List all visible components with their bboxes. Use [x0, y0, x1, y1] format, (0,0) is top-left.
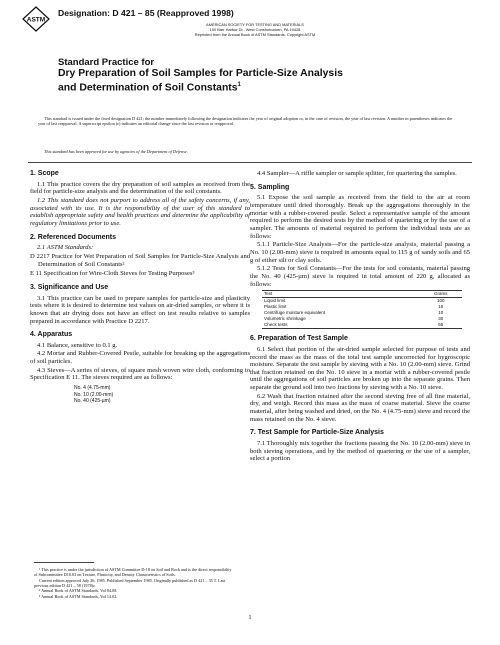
- sieve-item: No. 40 (425-µm): [74, 397, 111, 404]
- left-column: [30, 170, 250, 407]
- footnote-1: ¹ This practice is under the jurisdiction of ASTM Committee D-18 on Soil and Rock and is the direct responsibility of Subcommittee D18.03 on Texture, Plasticity, and Density Characteristics of Soils.: [34, 567, 232, 578]
- astm-logo: [22, 6, 50, 32]
- paragraph-6-2: 6.2 Wash that fraction retained after the second sieving free of all fine material, dry, and weigh. Record this mass as the mass of coarse material. Sieve the coarse material, after being washed and dried, on the No. 4 (4.75-mm) sieve and record the mass retained on the No. 4 sieve.: [250, 392, 470, 423]
- paragraph-5-1: 5.1 Expose the soil sample as received from the field to the air at room temperature until dried thoroughly. Break up the aggregations thoroughly in the mortar with a rubber-covered pestle. Select a representative sample of the amount required to perform the desired tests by the method of quartering or by the use of a sampler. The amounts of material required to perform the individual tests are as follows:: [250, 194, 470, 240]
- footnotes: [34, 562, 234, 600]
- footnote-3: ³ Annual Book of ASTM Standards, Vol 14.02.: [39, 593, 118, 599]
- section-heading-preparation: 6. Preparation of Test Sample: [250, 335, 348, 343]
- paragraph-6-1: 6.1 Select that portion of the air-dried sample selected for purpose of tests and record the mass as the mass of the total test sample uncorrected for hygroscopic moisture. Separate the test sample by sieving with a No. 10 (2.00-mm) sieve. Grind that fraction retained on the No. 10 sieve in a mortar with a rubber-covered pestle until the aggregations of soil particles are broken up into the separate grains. Then separate the ground soil into two fractions by sieving with a No. 10 sieve.: [250, 345, 470, 392]
- table-cell-grams: 10: [438, 310, 444, 316]
- reference-e11: E 11 Specification for Wire-Cloth Sieves for Testing Purposes³: [30, 270, 195, 278]
- table-header-test: Test: [264, 291, 273, 297]
- section-heading-significance: 3. Significance and Use: [30, 283, 109, 291]
- paragraph-1-2: 1.2 This standard does not purport to address all of the safety concerns, if any, associated with its use. It is the responsibility of the user of this standard to establish appropriate safety and health practices and determine the applicability of regulatory limitations prior to use.: [30, 196, 250, 227]
- right-column: [250, 170, 470, 464]
- publisher-block: [170, 22, 340, 37]
- header-divider: [28, 162, 472, 163]
- paragraph-7-1: 7.1 Thoroughly mix together the fractions passing the No. 10 (2.00-mm) sieve in both sieving operations, and by the method of quartering or the use of a sampler, select a portion: [250, 440, 470, 463]
- table-cell-test: Check tests: [264, 322, 288, 328]
- paragraph-5-1-2: 5.1.2 Tests for Soil Constants—For the tests for soil constants, material passing the No. 40 (425-µm) sieve is required in total amount of 220 g, allocated as follows:: [250, 265, 470, 288]
- section-heading-scope: 1. Scope: [30, 170, 59, 177]
- page-number: 1: [248, 615, 252, 621]
- footnote-divider: [34, 562, 94, 563]
- section-heading-apparatus: 4. Apparatus: [30, 331, 73, 339]
- table-cell-grams: 65: [438, 322, 444, 328]
- table-header-grams: Grams: [434, 291, 448, 297]
- table-row: [262, 322, 462, 329]
- document-title: [58, 57, 458, 93]
- paragraph-2-1: 2.1 ASTM Standards:: [37, 244, 94, 252]
- approval-notice: This standard has been approved for use by agencies of the Department of Defense.: [44, 149, 188, 154]
- reference-d2217: D 2217 Practice for Wet Preparation of Soil Samples for Particle-Size Analysis and Determination of Soil Constants²: [30, 252, 250, 268]
- table-cell-grams: 100: [437, 298, 445, 304]
- table-cell-grams: 30: [438, 316, 444, 322]
- section-heading-sampling: 5. Sampling: [250, 183, 290, 191]
- paragraph-4-3: 4.3 Sieves—A series of sieves, of square mesh woven wire cloth, conforming to Specification E 11. The sieves required are as follows:: [30, 366, 250, 382]
- designation-notice: This standard is issued under the fixed designation D 421; the number immediately following the designation indicates the year of original adoption or, in the case of revision, the year of last revision. A number in parentheses indicates the year of last reapproval. A superscript epsilon (ε) indicates an editorial change since the last revision or reapproval.: [38, 116, 453, 127]
- paragraph-5-1-1: 5.1.1 Particle-Size Analysis—For the particle-size analysis, material passing a No. 10 (2.00-mm) sieve is required in amounts equal to 115 g of sandy soils and 65 g of either silt or clay soils.: [250, 241, 470, 264]
- footnote-2: ² Annual Book of ASTM Standards, Vol 04.08.: [39, 588, 118, 594]
- sieve-item: No. 4 (4.75-mm): [74, 385, 111, 392]
- title-line-2: Dry Preparation of Soil Samples for Particle-Size Analysis: [58, 68, 343, 79]
- section-heading-referenced-documents: 2. Referenced Documents: [30, 233, 116, 241]
- publisher-line: Reprinted from the Annual Book of ASTM Standards. Copyright ASTM: [194, 32, 316, 37]
- title-line-1: Standard Practice for: [58, 57, 155, 68]
- table-cell-test: Volumetric shrinkage: [264, 316, 306, 322]
- sieve-item: No. 10 (2.00-mm): [74, 391, 114, 398]
- paragraph-4-4: 4.4 Sampler—A riffle sampler or sample splitter, for quartering the samples.: [257, 170, 457, 177]
- table-cell-grams: 15: [438, 304, 444, 310]
- paragraph-4-2: 4.2 Mortar and Rubber-Covered Pestle, suitable for breaking up the aggregations of soil particles.: [30, 350, 250, 366]
- table-cell-test: Plastic limit: [264, 304, 287, 310]
- table-cell-test: Liquid limit: [264, 298, 286, 304]
- footnote-1-edition: Current edition approved July 26, 1985. Published September 1985. Originally published as D 421 – 35 T. Last previous edition D 421 – 58 (1978)ε.: [34, 577, 226, 588]
- sieve-list: [74, 385, 250, 404]
- paragraph-1-1: 1.1 This practice covers the dry preparation of soil samples as received from the field for particle-size analysis and the determination of the soil constants.: [30, 180, 250, 196]
- table-cell-test: Centrifuge moisture equivalent: [264, 310, 326, 316]
- paragraph-4-1: 4.1 Balance, sensitive to 0.1 g.: [37, 341, 118, 349]
- logo-text: ASTM: [26, 16, 46, 24]
- title-line-3: and Determination of Soil Constants$^1$: [58, 81, 241, 93]
- title-footnote-mark: 1: [237, 81, 241, 88]
- paragraph-3-1: 3.1 This practice can be used to prepare samples for particle-size and plasticity tests where it is desired to determine test values on air-dried samples, or where it is known that air drying does not have an effect on test results relative to samples prepared in accordance with Practice D 2217.: [30, 294, 250, 325]
- publisher-line: 100 Barr Harbor Dr., West Conshohocken, PA 19428: [209, 27, 301, 32]
- designation: Designation: D 421 – 85 (Reapproved 1998): [58, 8, 234, 18]
- table-header-row: [262, 291, 462, 298]
- publisher-line: AMERICAN SOCIETY FOR TESTING AND MATERIALS: [206, 22, 304, 27]
- section-heading-test-sample: 7. Test Sample for Particle-Size Analysis: [250, 429, 384, 437]
- soil-constants-table: [262, 290, 462, 329]
